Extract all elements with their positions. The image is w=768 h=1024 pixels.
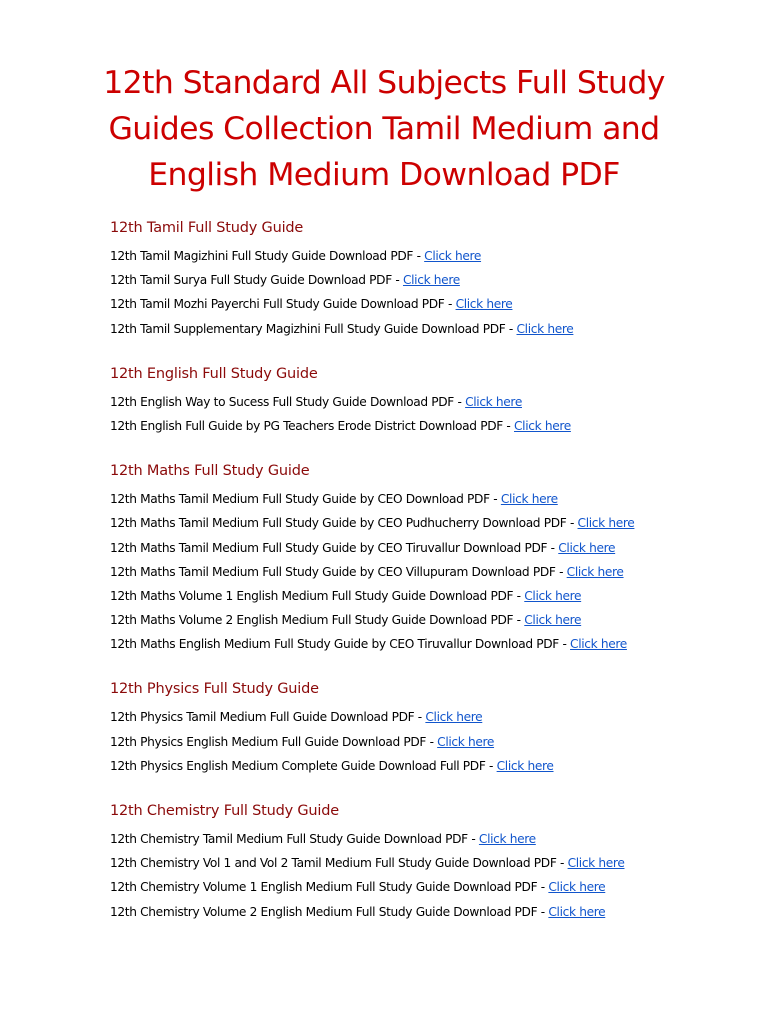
list-item [110,827,750,851]
click-here-link[interactable]: Click here [437,734,495,749]
section [110,461,750,656]
click-here-link[interactable]: Click here [524,588,582,603]
item-separator: - [391,273,403,288]
item-separator: - [537,904,549,919]
click-here-link[interactable]: Click here [570,637,627,652]
item-separator: - [513,588,525,603]
list-item [110,584,750,608]
click-here-link[interactable]: Click here [496,758,554,773]
item-text: 12th Tamil Mozhi Payerchi Full Study Guide Download PDF [110,297,445,312]
item-text: 12th Tamil Magizhini Full Study Guide Download PDF [110,249,414,263]
item-text: 12th Tamil Surya Full Study Guide Download PDF [110,273,392,288]
item-separator: - [566,516,578,531]
list-item [110,608,750,632]
list-item [110,244,750,268]
section [110,218,750,341]
item-text: 12th Maths Volume 2 English Medium Full Study Guide Download PDF [110,613,514,628]
list-item [110,875,750,899]
item-text: 12th Physics English Medium Complete Guide Download Full PDF [110,758,486,773]
click-here-link[interactable]: Click here [465,394,522,409]
click-here-link[interactable]: Click here [548,904,606,919]
download-list [110,390,750,438]
item-text: 12th Maths Tamil Medium Full Study Guide by CEO Villupuram Download PDF [110,564,556,579]
click-here-link[interactable]: Click here [425,710,483,725]
list-item [110,511,750,535]
item-text: 12th Chemistry Volume 2 English Medium Full Study Guide Download PDF [110,904,538,919]
item-text: 12th Maths Volume 1 English Medium Full Study Guide Download PDF [110,588,514,603]
click-here-link[interactable]: Click here [577,516,635,531]
click-here-link[interactable]: Click here [478,832,536,846]
section-heading: 12th Maths Full Study Guide [110,463,310,480]
list-item [110,536,750,560]
section-heading: 12th English Full Study Guide [110,365,318,382]
item-separator: - [444,297,456,312]
list-item [110,560,750,584]
click-here-link[interactable]: Click here [567,856,625,871]
click-here-link[interactable]: Click here [516,321,574,336]
item-text: 12th Tamil Supplementary Magizhini Full Study Guide Download PDF [110,321,506,336]
item-separator: - [556,856,568,871]
item-separator: - [555,564,567,579]
item-text: 12th English Full Guide by PG Teachers Erode District Download PDF [110,418,503,433]
section [110,801,750,924]
click-here-link[interactable]: Click here [402,273,460,288]
item-text: 12th Physics English Medium Full Guide Download PDF [110,734,427,749]
item-separator: - [513,613,525,628]
item-separator: - [502,418,514,433]
list-item [110,292,750,316]
list-item [110,317,750,341]
download-list [110,705,750,778]
item-separator: - [505,321,517,336]
item-separator: - [485,758,497,773]
list-item [110,705,750,729]
click-here-link[interactable]: Click here [424,249,482,263]
document-content [110,218,750,947]
item-separator: - [467,832,479,846]
list-item [110,268,750,292]
page-title: 12th Standard All Subjects Full Study Guides Collection Tamil Medium and English Medium Download PDF [103,65,665,193]
list-item [110,487,750,511]
click-here-link[interactable]: Click here [548,880,606,895]
click-here-link[interactable]: Click here [558,540,616,555]
list-item [110,414,750,438]
section-heading: 12th Chemistry Full Study Guide [110,803,339,819]
item-separator: - [426,734,438,749]
item-text: 12th Chemistry Vol 1 and Vol 2 Tamil Medium Full Study Guide Download PDF [110,856,557,871]
list-item [110,730,750,754]
download-list [110,487,750,656]
list-item [110,754,750,778]
section [110,364,750,438]
item-separator: - [413,249,425,263]
click-here-link[interactable]: Click here [524,613,582,628]
list-item [110,851,750,875]
list-item [110,390,750,414]
click-here-link[interactable]: Click here [500,492,558,507]
item-separator: - [453,394,466,409]
item-text: 12th Maths English Medium Full Study Guide by CEO Tiruvallur Download PDF [110,637,559,652]
item-text: 12th Maths Tamil Medium Full Study Guide by CEO Download PDF [110,492,490,507]
item-text: 12th Maths Tamil Medium Full Study Guide by CEO Pudhucherry Download PDF [110,516,567,531]
download-list [110,244,750,341]
item-text: 12th Chemistry Tamil Medium Full Study Guide Download PDF [110,832,468,846]
section-heading: 12th Physics Full Study Guide [110,681,319,698]
item-text: 12th Physics Tamil Medium Full Guide Download PDF [110,710,415,725]
section [110,679,750,778]
click-here-link[interactable]: Click here [566,564,624,579]
list-item [110,632,750,656]
click-here-link[interactable]: Click here [514,418,571,433]
item-separator: - [489,492,501,507]
item-text: 12th Chemistry Volume 1 English Medium Full Study Guide Download PDF [110,880,538,895]
section-heading: 12th Tamil Full Study Guide [110,220,304,236]
item-separator: - [537,880,549,895]
download-list [110,827,750,924]
item-text: 12th Maths Tamil Medium Full Study Guide by CEO Tiruvallur Download PDF [110,540,548,555]
list-item [110,900,750,924]
click-here-link[interactable]: Click here [455,297,513,312]
item-separator: - [414,710,426,725]
item-text: 12th English Way to Sucess Full Study Guide Download PDF [110,394,454,409]
item-separator: - [547,540,559,555]
item-separator: - [558,637,571,652]
